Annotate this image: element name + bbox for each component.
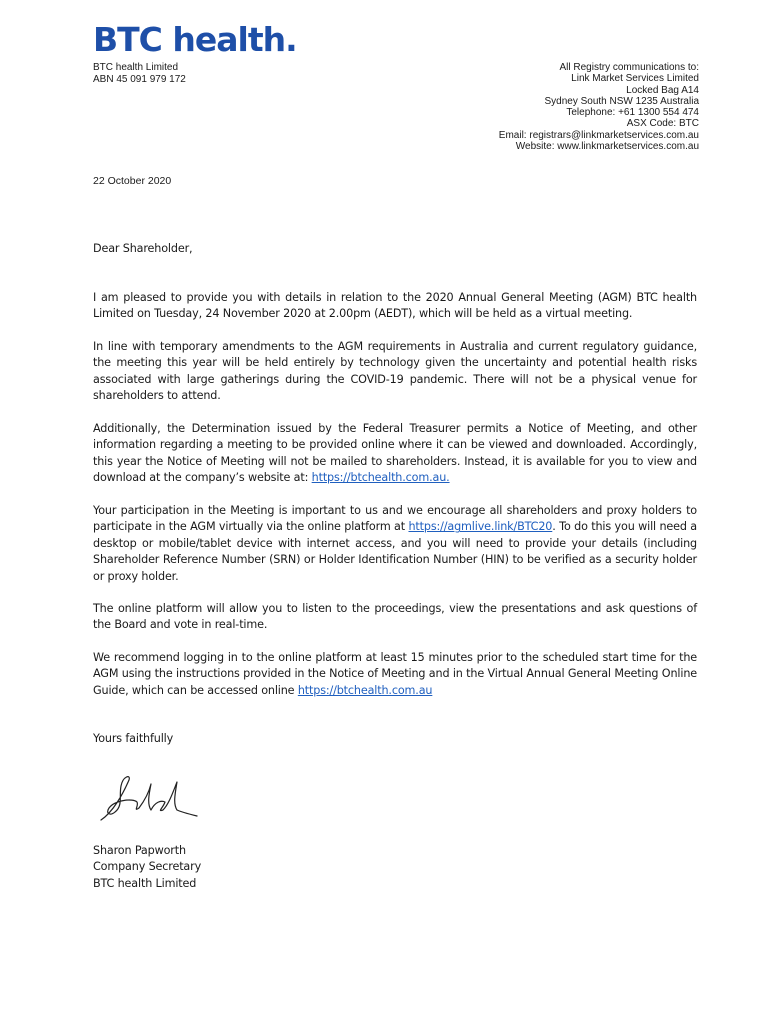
- registry-line: Link Market Services Limited: [571, 73, 699, 85]
- paragraph-text: . To do this you will need a desktop or mobile/tablet device with internet access, and you will need to provide your details (including Shareholder Reference Number (SRN) or Holder Identification Number (HIN) to be verified as a security holder or proxy holder.: [93, 520, 697, 583]
- company-logo: BTC health.: [93, 20, 297, 59]
- paragraph-text: Additionally, the Determination issued by the Federal Treasurer permits a Notice of Meeting, and other information regarding a meeting to be provided online where it can be viewed and downloaded. Accordingly, this year the Notice of Meeting will not be mailed to shareholders. Instead, it is available for you to view and download at the company’s website at:: [93, 422, 697, 485]
- paragraph-text: Your participation in the Meeting is important to us and we encourage all shareholders and proxy holders to participate in the AGM virtually via the online platform at: [93, 504, 697, 534]
- company-name: BTC health Limited: [93, 62, 179, 73]
- handwritten-signature: [93, 772, 203, 824]
- signatory-title: Company Secretary: [93, 860, 202, 874]
- letter-date: 22 October 2020: [93, 175, 172, 187]
- registry-contact-block: [499, 62, 699, 152]
- paragraph-meeting-details: I am pleased to provide you with details in relation to the 2020 Annual General Meeting (AGM) BTC health Limited on Tuesday, 24 November 2020 at 2.00pm (AEDT), which will be held as a virtual meeting.: [93, 291, 697, 321]
- online-guide-link[interactable]: https://btchealth.com.au: [297, 683, 433, 697]
- signatory-company: BTC health Limited: [93, 876, 197, 890]
- signatory-block: [93, 843, 697, 892]
- agmlive-link[interactable]: https://agmlive.link/BTC20: [408, 520, 553, 534]
- registry-line: Sydney South NSW 1235 Australia: [544, 95, 699, 107]
- registry-line: ASX Code: BTC: [626, 118, 699, 130]
- paragraph-recommendation: [93, 650, 697, 699]
- paragraph-text: We recommend logging in to the online platform at least 15 minutes prior to the scheduled start time for the AGM using the instructions provided in the Notice of Meeting and in the Virtual Annual General Meeting Online Guide, which can be accessed online: [93, 651, 697, 697]
- company-abn: ABN 45 091 979 172: [93, 74, 186, 85]
- company-details: [93, 62, 186, 86]
- website-link[interactable]: https://btchealth.com.au.: [311, 471, 450, 485]
- salutation: Dear Shareholder,: [93, 242, 193, 255]
- paragraph-participation: [93, 503, 697, 585]
- registry-line: Locked Bag A14: [626, 84, 699, 96]
- paragraph-virtual-meeting: In line with temporary amendments to the AGM requirements in Australia and current regulatory guidance, the meeting this year will be held entirely by technology given the uncertainty and potential health risks associated with large gatherings during the COVID-19 pandemic. There will not be a physical venue for shareholders to attend.: [93, 340, 697, 403]
- registry-line: Email: registrars@linkmarketservices.com.au: [498, 129, 699, 141]
- paragraph-online-platform: The online platform will allow you to listen to the proceedings, view the presentations and ask questions of the Board and vote in real-time.: [93, 602, 697, 632]
- registry-line: Website: www.linkmarketservices.com.au: [515, 141, 699, 153]
- registry-line: All Registry communications to:: [559, 62, 699, 73]
- closing: Yours faithfully: [93, 732, 174, 745]
- paragraph-notice-of-meeting: [93, 421, 697, 487]
- signatory-name: Sharon Papworth: [93, 844, 186, 857]
- registry-line: Telephone: +61 1300 554 474: [566, 107, 699, 119]
